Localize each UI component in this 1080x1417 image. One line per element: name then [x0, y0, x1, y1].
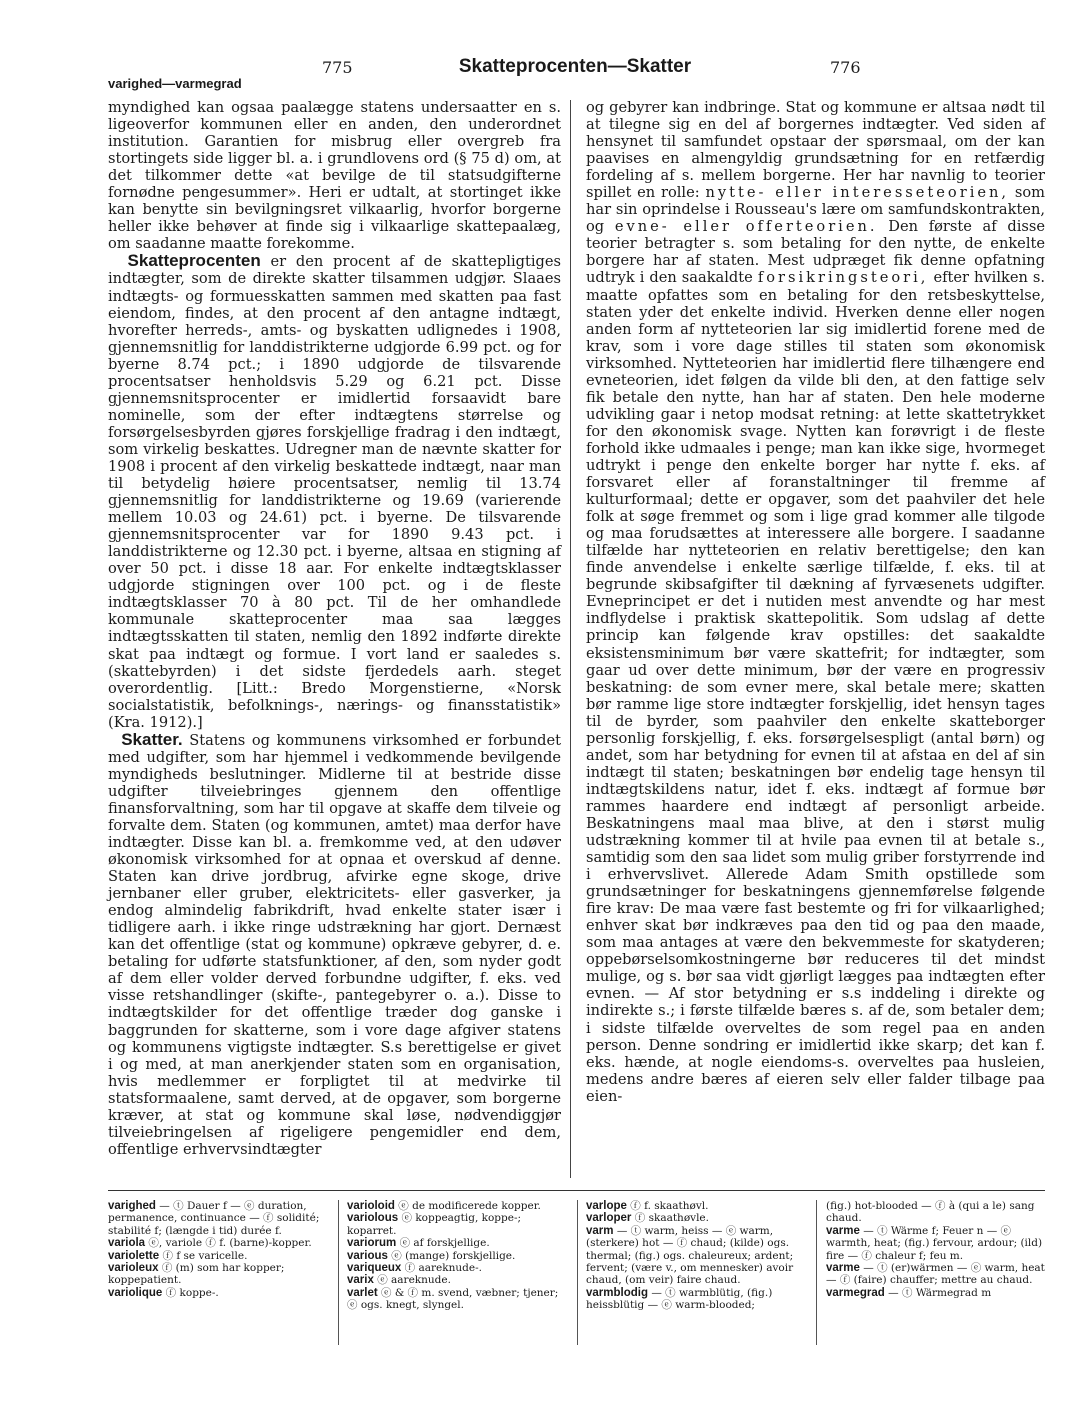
glossary-column-2	[347, 1200, 569, 1312]
page-number-left: 775	[322, 58, 353, 77]
glossary-headword: varioleux	[108, 1262, 159, 1275]
glossary-column-1	[108, 1200, 330, 1299]
spaced-term-evneteorien: evne- eller offerteorien.	[614, 218, 878, 236]
glossary-definition: ⓔ koppeagtig, koppe-; koparret.	[347, 1212, 522, 1237]
glossary-entry	[826, 1287, 1045, 1299]
glossary-definition: ⓔ de modificerede kopper.	[398, 1200, 541, 1212]
glossary-definition: ⓔ aareknude.	[377, 1274, 451, 1287]
glossary-headword: variorum	[347, 1237, 397, 1250]
page-header	[0, 52, 1080, 92]
glossary-headword: varighed	[108, 1200, 156, 1212]
glossary-column-4	[826, 1200, 1045, 1299]
page-number-right: 776	[830, 58, 861, 77]
glossary-headword: varme	[826, 1262, 860, 1275]
glossary-headword: variolette	[108, 1249, 160, 1262]
paragraph-myndighed: myndighed kan ogsaa paalægge statens undersaatter en s. ligeoverfor kommunen eller en anden, den underordnet institution. Garantien for misbrug eller overgreb fra stortingets side ligger bl. a. i grundlovens ord (§ 75 d) om, at det tilkommer dette «at bevilge de til statsudgifterne fornødne pengesummer». Heri er udtalt, at stortinget ikke kan benytte sin bevilgningsret vilkaarlig, hvorfor borgerne heller ikke behøver at finde sig i vilkaarlige skattepaalæg, om saadanne maatte forekomme.	[108, 99, 561, 253]
glossary-headword: variolique	[108, 1286, 163, 1299]
glossary-entry	[826, 1200, 1045, 1225]
glossary-headword: varix	[347, 1274, 374, 1287]
glossary-entry	[826, 1262, 1045, 1287]
left-column	[108, 99, 561, 1158]
glossary-entry	[347, 1262, 569, 1274]
glossary-entry	[347, 1212, 569, 1237]
headword-skatteprocenten: Skatteprocenten	[127, 251, 261, 271]
glossary-headword: varloper	[586, 1212, 632, 1225]
glossary-headword: variola	[108, 1237, 146, 1250]
column-divider	[570, 100, 571, 1178]
footer-rule	[108, 1190, 1045, 1191]
running-title: Skatteprocenten—Skatter	[458, 56, 692, 77]
glossary-divider	[338, 1200, 339, 1345]
glossary-entry	[108, 1287, 330, 1299]
glossary-definition: ⓔ (mange) forskjellige.	[391, 1249, 516, 1262]
glossary-definition: ⓔ, variole ⓕ f. (barne)-kopper.	[148, 1237, 312, 1250]
glossary-definition: (fig.) hot-blooded — ⓕ à (qui a le) sang chaud.	[826, 1200, 1035, 1225]
glossary-entry	[108, 1262, 330, 1287]
glossary-definition: ⓕ f. skaathøvl.	[630, 1200, 709, 1212]
glossary-definition: — ⓣ Wärme f; Feuer n — ⓔ warmth, heat; (fig.) fervour, ardour; (ild) fire — ⓕ chaleur f; feu m.	[826, 1224, 1043, 1262]
glossary-entry	[586, 1225, 801, 1287]
glossary-entry	[347, 1250, 569, 1262]
glossary-headword: varlet	[347, 1286, 378, 1299]
glossary-definition: — ⓣ Dauer f — ⓔ duration, permanence, continuance — ⓕ solidité; stabilité f; (længde i tid) durée f.	[108, 1200, 320, 1237]
glossary-definition: ⓕ skaathøvle.	[634, 1212, 709, 1225]
glossary-entry	[108, 1200, 330, 1237]
text-run: og gebyrer kan indbringe. Stat og kommune er altsaa nødt til at tilegne sig en del af borgernes indtægter. Ved siden af hensynet til samfundet opstaar der spørsmaal, om der kan paavises en almengyldig grundsætning for en retfærdig fordeling af s. mellem borgerne. Her har navnlig to teorier spillet en rolle:	[586, 99, 1045, 202]
glossary-headword: varme	[826, 1224, 860, 1237]
text-run: efter hvilken s. maatte opfattes som en betaling for den retsbeskyttelse, staten yder det enkelte individ. Hverken denne eller nogen anden form af nytteteorien lar sig imidlertid forene med de krav, som i vore dage stilles til staten som økonomisk virksomhed. Nytteteorien har imidlertid flere tilhængere end evneteorien, idet følgen da vilde bli den, at den fattige selv fik betale den nytte, han har af staten. Den hele moderne udvikling gaar i netop modsat retning: at lette skattetrykket for den økonomisk svage. Nytten kan forøvrigt i de fleste forhold ikke udmaales i penge; man kan ikke sige, hvormeget udtrykt i penge den enkelte borger har nytte f. eks. af forsvaret eller af foranstaltninger til fremme af kulturformaal; dette er opgaver, som det paahviler det hele folk at søge fremmet og som i lige grad kommer alle tilgode og maa forudsættes at interessere alle borgere. I saadanne tilfælde har nytteteorien en relativ berettigelse; den kan finde anvendelse i enkelte særlige tilfælde, f. eks. til at begrunde skibsafgifter til dækning af fyrvæsenets udgifter. Evneprincipet er det i nutiden mest anvendte og har mest indflydelse i praktisk skattepolitik. Som udslag af dette princip kan følgende krav opstilles: det saakaldte eksistensminimum bør være skattefrit; for indtægter, som gaar ud over dette minimum, bør der være en progressiv beskatning: de som evner mere, skal betale mere; skatten bør ramme lige store indtægter forskjellig, idet hensyn tages til de byrder, som paahviler den enkelte skatteborger personlig forskjellig, f. eks. forsørgelsespligt (antal børn) og andet, som har betydning for evnen til at afstaa en del af sin indtægt til staten; beskatningen bør endelig tage hensyn til indtægtskildens natur, idet f. eks. indtægt af formue bør rammes haardere end indtægt af personligt arbeide. Beskatningens maal maa blive, at den i størst mulig udstrækning kommer til at hvile paa evnen til at betale s., samtidig som den saa lidet som mulig griber forstyrrende ind i erhvervslivet. Allerede Adam Smith opstillede som grundsætninger for beskatningens gjennemførelse følgende fire krav: De maa være fast bestemte og fri for vilkaarlighed; enhver skat bør indkræves paa den tid og paa den maade, som maa antages at være den bekvemmeste for skatyderen; oppebørselsomkostningerne bør reduceres til det mindst mulige, og s. bør saa vidt gjørligt lægges paa indtægten efter evnen. — Af stor betydning er s.s inddeling i direkte og indirekte s.; i første tilfælde bæres s. af de, som betaler dem; i sidste tilfælde overveltes de som regel paa en anden person. Denne sondring er imidlertid ikke skarp; det kan f. eks. hænde, at nogle eiendoms-s. overveltes paa husleien, medens andre bæres af eieren selv eller falder tilbage paa eien-	[586, 269, 1046, 1105]
entry-skatteprocenten	[108, 252, 561, 730]
glossary-headword: varioloid	[347, 1200, 395, 1212]
entry-skatter	[108, 731, 561, 1158]
glossary-entry	[347, 1237, 569, 1249]
glossary-divider	[577, 1200, 578, 1345]
glossary-definition: — ⓣ Wärmegrad m	[888, 1286, 992, 1299]
glossary-headword: various	[347, 1249, 388, 1262]
entry-skatteprocenten-text: er den procent af de skattepligtiges indtægter, som de direkte skatter tilsammen udgjør. Slaaes indtægts- og formuesskatten sammen med skatten paa fast eiendom, findes, at den procent af den antagne indtægt, hvorefter herreds-, amts- og byskatten udlignedes i 1908, gjennemsnitlig for landdistrikterne udgjorde 6.99 pct. og for byerne 8.74 pct.; i 1890 udgjorde de tilsvarende procentsatser henholdsvis 5.29 og 6.21 pct. Disse gjennemsnitsprocenter er imidlertid forsaavidt bare nominelle, som der efter indtægtens størrelse og forsørgelsesbyrden gjøres forskjellige fradrag i den indtægt, som virkelig beskattes. Udregner man de nævnte skatter for 1908 i procent af den virkelig beskattede indtægt, naar man til betydelig høiere procentsatser, nemlig til 13.74 gjennemsnitlig for landdistrikterne og 19.69 (varierende mellem 10.03 og 24.61) pct. i byerne. De tilsvarende gjennemsnitsprocenter var for 1890 9.43 pct. i landdistrikterne og 12.30 pct. i byerne, altsaa en stigning af over 50 pct. i disse 18 aar. For enkelte indtægtsklasser udgjorde stigningen over 100 pct. og i de fleste indtægtsklasser 70 à 80 pct. Til de her omhandlede kommunale skatteprocenter maa saa lægges indtægtsskatten til staten, nemlig den 1892 indførte direkte skat paa indtægt og formue. I vort land er saaledes s. (skattebyrden) i det sidste fjerdedels aarh. steget overordentlig. [Litt.: Bredo Morgenstierne, «Norsk socialstatistik, befolknings-, nærings- og finansstatistik» (Kra. 1912).]	[108, 253, 561, 731]
glossary-headword: variqueux	[347, 1262, 402, 1275]
spaced-term-nytteteorien: nytte- eller interesseteorien,	[705, 184, 1010, 202]
text-run: Den første af disse teorier betragter s. som betaling for den nytte, de enkelte borgere har af staten. Mest udpræget fik denne opfatning udtryk i den saakaldte	[586, 218, 1045, 287]
glossary-entry	[108, 1250, 330, 1262]
glossary-definition: ⓔ & ⓕ m. svend, væbner; tjener; ⓔ ogs. knegt, slyngel.	[347, 1286, 559, 1312]
spaced-term-forsikringsteori: forsikringsteori,	[757, 269, 929, 287]
glossary-entry	[108, 1237, 330, 1249]
glossary-entry	[586, 1287, 801, 1312]
glossary-headword: variolous	[347, 1212, 399, 1225]
glossary-definition: ⓕ koppe-.	[165, 1286, 219, 1299]
text-run: som har sin oprindelse i Rousseau's lære om samfundskontrakten, og	[586, 184, 1045, 236]
entry-skatter-text: Statens og kommunens virksomhed er forbundet med udgifter, som har hjemmel i vedkommende bevilgende myndigheds beslutninger. Midlerne til at bestride disse udgifter tilveiebringes gjennem den offentlige finansforvaltning, som har til opgave at skaffe dem tilveie og forvalte dem. Staten (og kommunen, amtet) maa derfor have indtægter. Disse kan bl. a. fremkomme ved, at den udøver økonomisk virksomhed for at opnaa et overskud af denne. Staten kan drive jordbrug, afvirke egne skoge, drive jernbaner eller gruber, elektricitets- eller gasverker, ja endog almindelig fabrikdrift, hvad enkelte stater især i tidligere aarh. i ikke ringe udstrækning har gjort. Dernæst kan det offentlige (stat og kommune) opkræve gebyrer, d. e. betaling for udførte statsfunktioner, af den, som nyder godt af dem eller volder derved forbundne udgifter, f. eks. ved visse retshandlinger (skifte-, pantegebyrer o. a.). Disse to indtægtskilder for det offentlige træder dog ganske i baggrunden for skatterne, som i vore dage afgiver statens og kommunens vigtigste indtægter. S.s berettigelse er givet i og med, at man anerkjender staten som en organisation, hvis medlemmer er forpligtet til at medvirke til statsformaalene, samt derved, at de opgaver, som borgerne kræver, at stat og kommune skal løse, nødvendiggjør tilveiebringelsen af rigeligere pengemidler end dem, offentlige erhvervsindtægter	[108, 731, 561, 1158]
right-column	[586, 99, 1045, 1105]
glossary-definition: — ⓣ warm, heiss — ⓔ warm, (sterkere) hot — ⓕ chaud; (kilde) ogs. thermal; (fig.) ogs. chaleureux; ardent; fervent; (være v., om mennesker) avoir chaud, (om veir) faire chaud.	[586, 1224, 794, 1287]
glossary-definition: — ⓣ (er)wärmen — ⓔ warm, heat — ⓕ (faire) chauffer; mettre au chaud.	[826, 1262, 1045, 1287]
glossary-entry	[826, 1225, 1045, 1262]
glossary-definition: ⓔ af forskjellige.	[399, 1237, 490, 1250]
glossary-definition: ⓕ aareknude-.	[404, 1262, 482, 1275]
glossary-column-3	[586, 1200, 801, 1312]
glossary-entry	[347, 1274, 569, 1286]
glossary-headword: varlope	[586, 1200, 627, 1212]
glossary-entry	[586, 1200, 801, 1212]
glossary-divider	[816, 1200, 817, 1345]
guide-words: varighed—varmegrad	[108, 76, 242, 91]
glossary-headword: varmblodig	[586, 1286, 648, 1299]
paragraph-skatter-continued	[586, 99, 1045, 1105]
glossary-headword: varm	[586, 1224, 614, 1237]
glossary-definition: — ⓣ warmblütig, (fig.) heissblütig — ⓔ warm-blooded;	[586, 1286, 773, 1312]
glossary-entry	[347, 1287, 569, 1312]
glossary-entry	[347, 1200, 569, 1212]
glossary-definition: ⓕ f se varicelle.	[162, 1249, 248, 1262]
headword-skatter: Skatter.	[121, 729, 183, 749]
glossary-entry	[586, 1212, 801, 1224]
glossary-definition: ⓕ (m) som har kopper; koppepatient.	[108, 1262, 285, 1287]
glossary-headword: varmegrad	[826, 1286, 885, 1299]
